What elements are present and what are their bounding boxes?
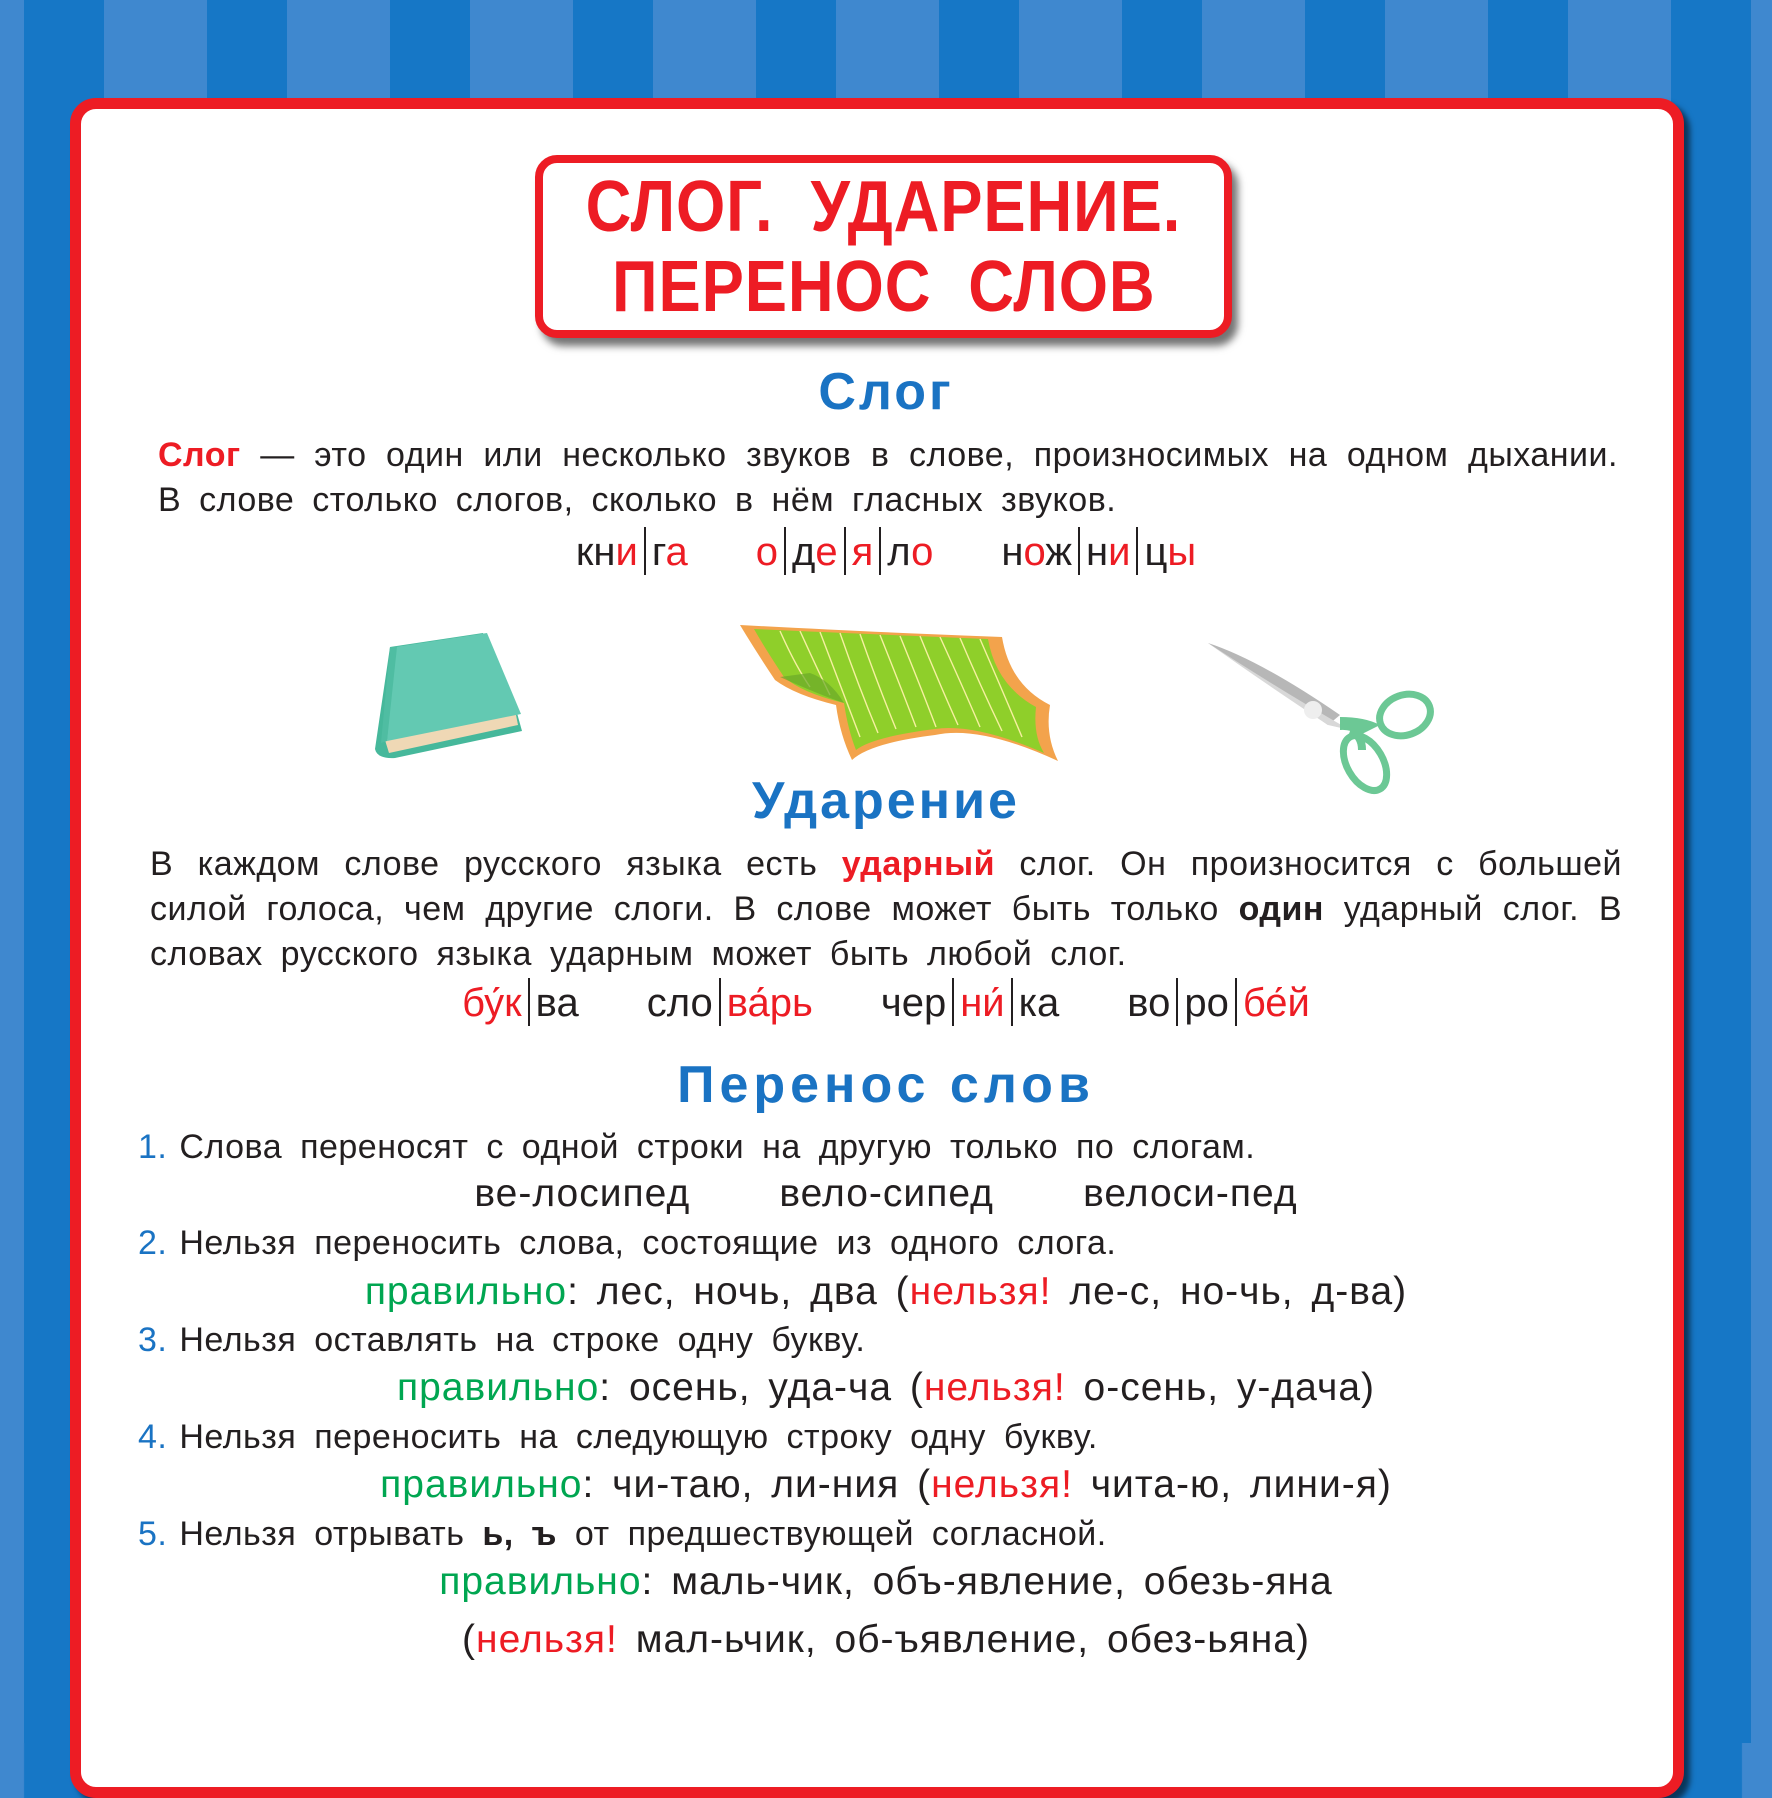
syllable-part: и [615,530,638,574]
example-word [647,978,813,1026]
example-word [462,978,579,1026]
syllable-divider [1235,978,1237,1026]
correct-text: : осень, уда-ча ( [599,1366,924,1409]
syllable-divider [879,527,881,575]
correct-label: правильно [396,1366,600,1409]
correct-label: правильно [380,1463,583,1506]
syllable-part: бе́й [1242,981,1310,1025]
wrong-text: ле-с, но-чь, д-ва) [1051,1270,1408,1313]
syllable-part: я [851,530,874,574]
syllable-part: л [887,530,912,574]
stress-text-1: В каждом слове русского языка есть [150,845,842,883]
stress-text-2: слог. Он произносится с большей силой голоса, чем другие слоги. В слове может быть только [150,845,1622,928]
rule-bold-letters: ь, ъ [482,1515,557,1553]
rule-3-example [0,1366,1772,1410]
rule-text: Нельзя переносить слова, состоящие из одного слога. [179,1224,1117,1262]
correct-label: правильно [439,1560,642,1603]
rule-4 [138,1418,1098,1457]
rule-number: 2. [138,1224,168,1262]
syllable-part: о [755,530,779,574]
syllable-definition [158,433,1618,523]
heading-stress: Ударение [752,772,1020,830]
rule-number: 4. [138,1418,168,1456]
wrong-text: о-сень, у-дача) [1065,1366,1376,1409]
wrong-text: мал-ьчик, об-ъявление, обез-ьяна) [617,1618,1310,1661]
rule-2 [138,1224,1116,1263]
syllable-divider [784,527,786,575]
rule-text: Нельзя переносить на следующую строку одну букву. [179,1418,1098,1456]
syllable-part: е [815,530,838,574]
correct-text: : маль-чик, объ-явление, обезь-яна [641,1560,1333,1603]
syllable-divider [719,978,721,1026]
syllable-part: во [1127,981,1171,1025]
heading-syllable: Слог [818,363,954,421]
rule-5 [138,1515,1107,1554]
example-word [1127,978,1310,1026]
example-word [881,978,1059,1026]
syllable-divider [952,978,954,1026]
rule-text-after: от предшествующей согласной. [556,1515,1107,1553]
correct-text: : лес, ночь, два ( [567,1270,910,1313]
wrong-label: нельзя! [909,1270,1052,1313]
syllable-part: д [792,530,816,574]
rule-1 [138,1128,1255,1167]
syllable-part: чер [880,981,947,1025]
syllable-part: а [665,530,688,574]
syllable-divider [1176,978,1178,1026]
syllable-divider [528,978,530,1026]
syllable-definition-text: — это один или несколько звуков в слове, произносимых на одном дыхании. В слове столько слогов, сколько в нём гласных звуков. [158,436,1618,519]
example-word [756,527,934,575]
syllable-divider [644,527,646,575]
syllable-part: ва́рь [726,981,813,1025]
rule-text: Слова переносят с одной строки на другую только по слогам. [179,1128,1256,1166]
wrong-label: нельзя! [931,1463,1073,1506]
syllable-part: н [1086,530,1109,574]
rule-1-example [0,1172,1772,1216]
syllable-part: ро [1184,981,1229,1025]
syllable-part: и [1108,530,1131,574]
example-word [576,527,688,575]
syllable-divider [1011,978,1013,1026]
syllable-part: о [911,530,934,574]
syllable-part: бу́к [462,981,522,1025]
syllable-divider [844,527,846,575]
wrong-label: нельзя! [476,1618,618,1661]
open-paren: ( [462,1618,477,1661]
title-line-1: СЛОГ. УДАРЕНИЕ. [585,166,1182,247]
title-box [535,155,1232,338]
syllable-examples [0,527,1772,575]
example-text: ве-лосипед вело-сипед велоси-пед [474,1172,1298,1215]
blanket-icon [740,625,1065,765]
rule-2-example [0,1270,1772,1314]
rule-number: 3. [138,1321,168,1359]
rule-number: 5. [138,1515,168,1553]
stress-examples [0,978,1772,1026]
stress-bold-one: один [1238,890,1324,928]
wrong-text: чита-ю, лини-я) [1072,1463,1392,1506]
syllable-part: сло [646,981,713,1025]
syllable-part: ва [535,981,579,1025]
syllable-part: ы [1167,530,1197,574]
rule-5-example-correct [0,1560,1772,1604]
stress-text-3: ударный слог. В словах русского языка ударным может быть любой слог. [150,890,1622,973]
syllable-part: кн [575,530,616,574]
title-line-2: ПЕРЕНОС СЛОВ [611,246,1156,327]
stress-highlight: ударный [841,845,996,883]
heading-hyphenation: Перенос слов [677,1056,1095,1114]
stress-paragraph [150,842,1622,977]
rule-number: 1. [138,1128,168,1166]
syllable-part: ц [1144,530,1168,574]
syllable-part: ж [1045,530,1072,574]
syllable-part: н [1001,530,1024,574]
syllable-part: о [1023,530,1046,574]
rule-5-example-wrong [0,1618,1772,1662]
rule-4-example [0,1463,1772,1507]
rule-text: Нельзя отрывать [179,1515,483,1553]
correct-text: : чи-таю, ли-ния ( [582,1463,932,1506]
syllable-part: г [651,530,666,574]
rule-text: Нельзя оставлять на строке одну букву. [179,1321,866,1359]
example-word [1001,527,1196,575]
correct-label: правильно [364,1270,568,1313]
syllable-divider [1136,527,1138,575]
rule-3 [138,1321,865,1360]
wrong-label: нельзя! [923,1366,1066,1409]
book-icon [365,625,525,760]
syllable-divider [1078,527,1080,575]
syllable-part: ни́ [960,981,1005,1025]
syllable-part: ка [1018,981,1060,1025]
syllable-term: Слог [158,436,241,474]
